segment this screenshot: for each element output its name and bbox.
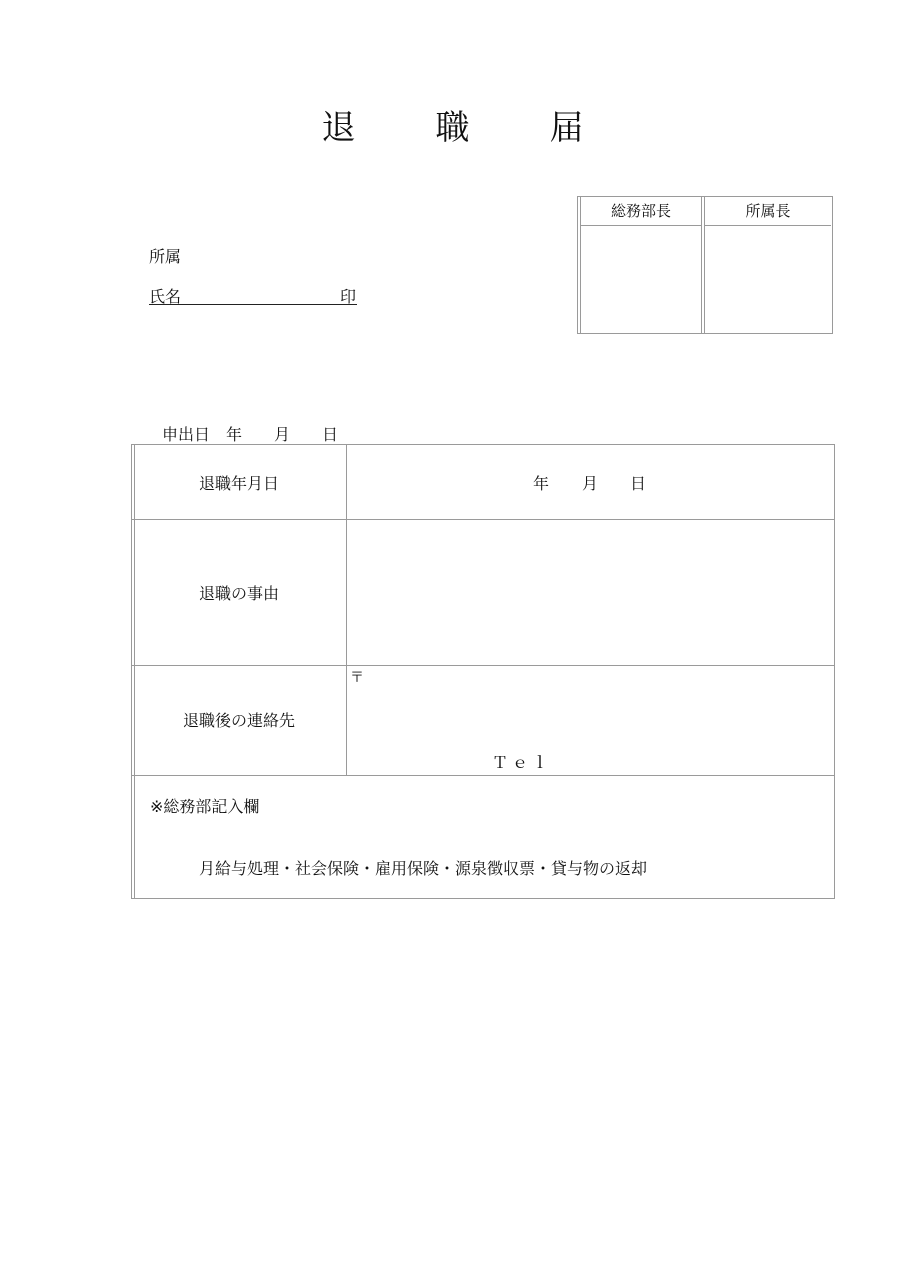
application-date-month: 月 [274,425,291,444]
approval-header-department-head: 所属長 [705,197,831,226]
row-divider [132,775,834,776]
office-use-items: 月給与処理・社会保険・雇用保険・源泉徴収票・貸与物の返却 [199,859,648,878]
name-field[interactable] [149,284,357,305]
row-divider [132,665,834,666]
page-title [0,100,905,149]
contact-label: 退職後の連絡先 [182,711,295,730]
row-divider [132,519,834,520]
reason-label: 退職の事由 [198,584,279,603]
column-divider [134,445,135,898]
retirement-date-year: 年 [533,474,550,493]
application-date-year: 年 [226,425,243,444]
seal-label: 印 [340,287,357,306]
reason-field[interactable] [348,521,832,663]
retirement-date-day: 日 [630,474,647,493]
approval-stamp-box [577,196,833,334]
approval-col-general-affairs [580,197,702,333]
resignation-form-table [131,444,835,899]
affiliation-label: 所属 [149,247,182,266]
postal-mark: 〒 [350,670,364,686]
approval-header-general-affairs: 総務部長 [581,197,701,226]
title-char-3: 届 [549,108,584,148]
application-date-label: 申出日 [162,425,211,444]
name-label: 氏名 [149,287,182,306]
retirement-date-label: 退職年月日 [198,474,279,493]
retirement-date-month: 月 [582,474,599,493]
application-date-day: 日 [322,425,339,444]
title-char-2: 職 [435,108,470,148]
tel-label: Ｔｅｌ [492,753,553,772]
title-char-1: 退 [321,108,356,148]
office-use-label: ※総務部記入欄 [150,797,260,816]
approval-col-department-head [704,197,831,333]
column-divider [346,445,347,775]
